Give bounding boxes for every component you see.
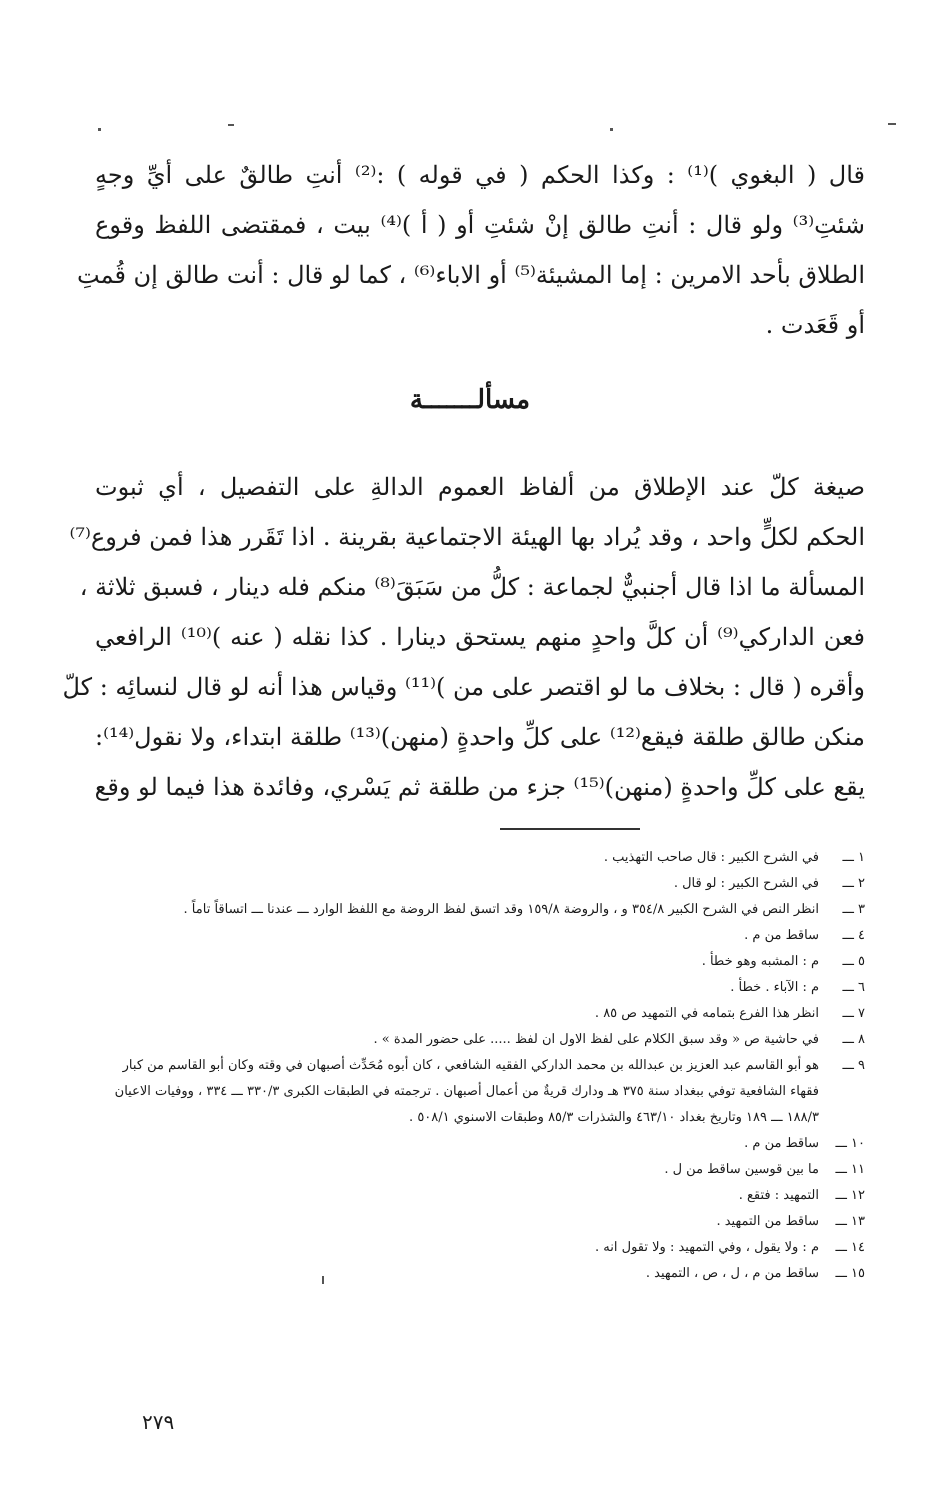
footnote-item (95, 897, 865, 923)
text-line: المسألة ما اذا قال أجنبيٌّ لجماعة : كلُّ من سَبَقَ⁽⁸⁾ منكم فله دينار ، فسبق ثلاثة ، (79, 573, 865, 601)
footnote-text: ساقط من م . (744, 1136, 819, 1151)
footnote-item (95, 1001, 865, 1027)
footnote-text: م : الآباء . خطأ . (730, 980, 819, 995)
text-line: شئتِ⁽³⁾ ولو قال : أنتِ طالق إنْ شئتِ أو ( أ )⁽⁴⁾ بيت ، فمقتضى اللفظ وقوع (95, 211, 865, 239)
footnote-item (95, 1261, 865, 1287)
footnote-text: انظر النص في الشرح الكبير ٣٥٤/٨ و ، والروضة ١٥٩/٨ وقد اتسق لفظ الروضة مع اللفظ الوارد ـــ عندنا ـــ اتساقاً تاماً . (183, 902, 819, 917)
body-paragraph-1 (77, 150, 865, 350)
footnote-item (95, 1183, 865, 1209)
footnote-item (95, 949, 865, 975)
footnote-number: ١٣ ـــ (835, 1214, 865, 1229)
scan-speck (610, 128, 613, 131)
footnote-text: م : ولا يقول ، وفي التمهيد : ولا تقول انه . (595, 1240, 819, 1255)
footnote-text: في حاشية ص « وقد سبق الكلام على لفظ الاول ان لفظ ..... على حضور المدة » . (373, 1032, 819, 1047)
footnote-number: ٢ ـــ (842, 876, 865, 891)
footnote-item (95, 975, 865, 1001)
footnote-item (95, 1157, 865, 1183)
footnotes-list (95, 845, 865, 1287)
text-line: صيغة كلّ عند الإطلاق من ألفاظ العموم الدالةِ على التفصيل ، أي ثبوت (95, 473, 865, 501)
footnote-text: في الشرح الكبير : لو قال . (673, 876, 819, 891)
footnote-text: ساقط من م ، ل ، ص ، التمهيد . (645, 1266, 819, 1281)
footnote-number: ٤ ـــ (842, 928, 865, 943)
footnote-item (95, 1235, 865, 1261)
footnote-number: ٩ ـــ (842, 1058, 865, 1073)
footnote-item (95, 1209, 865, 1235)
footnote-item (95, 871, 865, 897)
footnote-text: هو أبو القاسم عبد العزيز بن عبدالله بن محمد الداركي الفقيه الشافعي ، كان أبوه مُحَدِّث أصبهان في وقته وكان أبو القاسم من كبار فقهاء الشافعية توفي ببغداد سنة ٣٧٥ هـ ودارك قريةٌ من أعمال أصبهان . ترجمته في الطبقات الكبرى ٣٣٠/٣ ـــ ٣٣٤ ، ووفيات الاعيان ١٨٨/٣ ـــ ١٨٩ وتاريخ بغداد ٤٦٣/١٠ والشذرات ٨٥/٣ وطبقات الاسنوي ٥٠٨/١ . (114, 1058, 819, 1125)
footnote-number: ١٢ ـــ (835, 1188, 865, 1203)
footnote-number: ٨ ـــ (842, 1032, 865, 1047)
footnote-text: انظر هذا الفرع بتمامه في التمهيد ص ٨٥ . (594, 1006, 819, 1021)
scan-speck (228, 124, 234, 126)
footnote-number: ١٠ ـــ (835, 1136, 865, 1151)
footnote-number: ٦ ـــ (842, 980, 865, 995)
text-line: أو قَعَدت . (765, 311, 865, 339)
footnote-number: ١١ ـــ (835, 1162, 865, 1177)
text-line: فعن الداركي⁽⁹⁾ أن كلَّ واحدٍ منهم يستحق دينارا . كذا نقله ( عنه )⁽¹⁰⁾ الرافعي (95, 623, 866, 651)
text-line: منكن طالق طلقة فيقع⁽¹²⁾ على كلِّ واحدةٍ (منهن)⁽¹³⁾ طلقة ابتداء، ولا نقول⁽¹⁴⁾: (95, 723, 866, 751)
footnote-text: ساقط من التمهيد . (716, 1214, 819, 1229)
footnote-number: ١٤ ـــ (835, 1240, 865, 1255)
footnote-number: ٧ ـــ (842, 1006, 865, 1021)
footnote-text: التمهيد : فتقع . (738, 1188, 819, 1203)
footnote-number: ١ ـــ (842, 850, 865, 865)
footnote-text: م : المشبه وهو خطأ . (701, 954, 819, 969)
footnote-item (95, 1131, 865, 1157)
text-line: قال ( البغوي )⁽¹⁾ : وكذا الحكم ( في قوله ) :⁽²⁾ أنتِ طالقٌ على أيِّ وجهٍ (95, 161, 865, 189)
footnote-item (95, 1053, 865, 1131)
footnote-text: ساقط من م . (744, 928, 819, 943)
text-line: الطلاق بأحد الامرين : إما المشيئة⁽⁵⁾ أو الاباء⁽⁶⁾ ، كما لو قال : أنت طالق إن قُمتِ (77, 261, 865, 289)
scan-speck (98, 128, 101, 131)
body-paragraph-2 (62, 462, 866, 812)
footnote-number: ١٥ ـــ (835, 1266, 865, 1281)
text-line: يقع على كلِّ واحدةٍ (منهن)⁽¹⁵⁾ جزء من طلقة ثم يَسْري، وفائدة هذا فيما لو وقع (94, 773, 865, 801)
footnote-item (95, 1027, 865, 1053)
scan-speck (888, 123, 896, 125)
footnote-number: ٥ ـــ (842, 954, 865, 969)
page-number: ٢٧٩ (142, 1410, 175, 1434)
footnote-item (95, 923, 865, 949)
section-heading: مسألـــــــة (409, 385, 531, 415)
footnote-text: ما بين قوسين ساقط من ل . (664, 1162, 819, 1177)
footnote-separator (500, 828, 640, 830)
footnote-item (95, 845, 865, 871)
footnote-number: ٣ ـــ (842, 902, 865, 917)
text-line: الحكم لكلٍّ واحد ، وقد يُراد بها الهيئة الاجتماعية بقرينة . اذا تَقَرر هذا فمن فروع⁽⁷⁾ (69, 523, 865, 551)
text-line: وأقره ( قال : بخلاف ما لو اقتصر على من )⁽¹¹⁾ وقياس هذا أنه لو قال لنسائِه : كلّ (62, 673, 865, 701)
footnote-text: في الشرح الكبير : قال صاحب التهذيب . (603, 850, 819, 865)
